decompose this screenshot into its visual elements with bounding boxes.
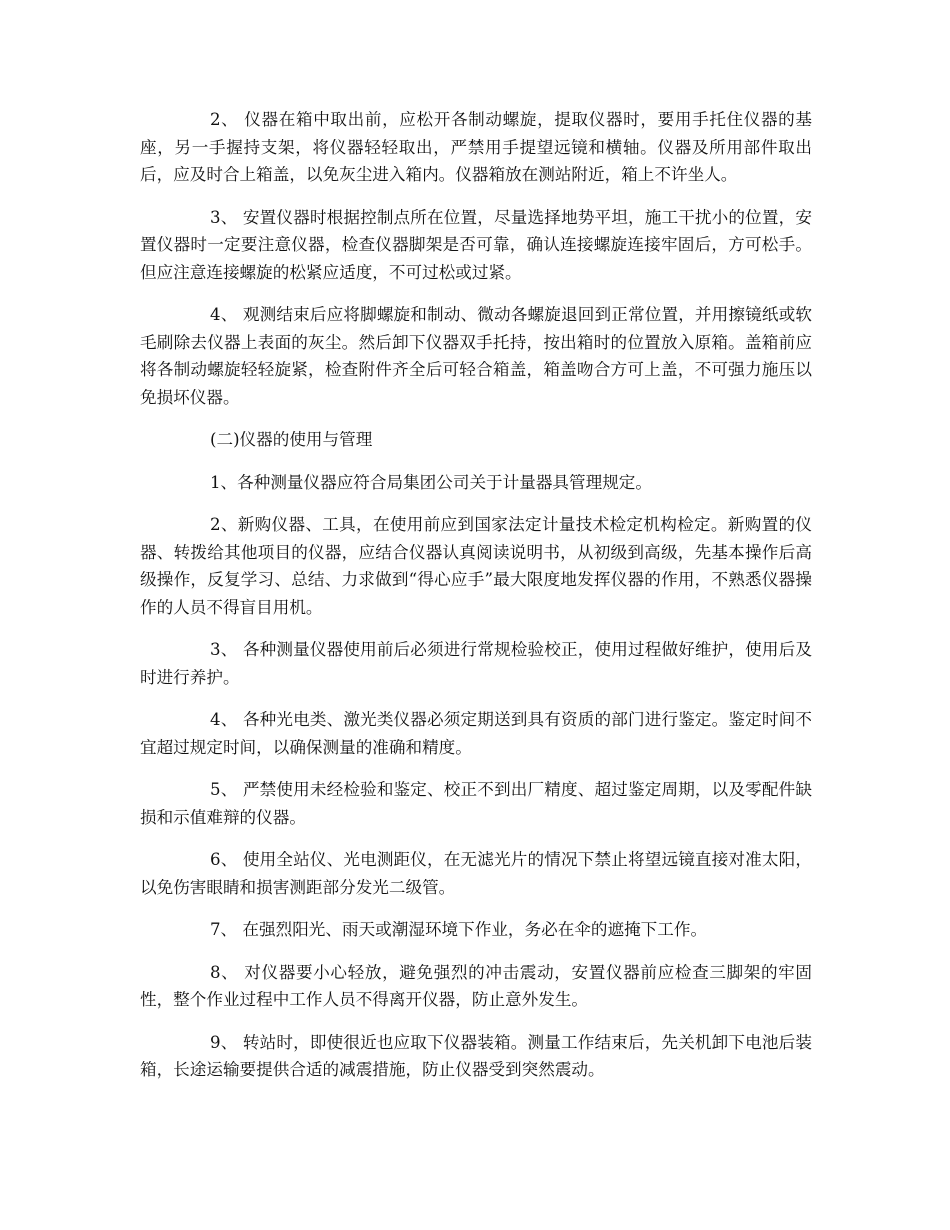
paragraph-rule-9: 9、 转站时，即使很近也应取下仪器装箱。测量工作结束后，先关机卸下电池后装箱，长途运输要提供合适的减震措施，防止仪器受到突然震动。 [140, 1032, 812, 1079]
paragraph-rule-8: 8、 对仪器要小心轻放，避免强烈的冲击震动，安置仪器前应检查三脚架的牢固性，整个作业过程中工作人员不得离开仪器，防止意外发生。 [140, 962, 812, 1009]
document-body [140, 106, 812, 1099]
paragraph-rule-3: 3、 各种测量仪器使用前后必须进行常规检验校正，使用过程做好维护，使用后及时进行养护。 [140, 640, 812, 687]
paragraph-item-4-packing: 4、 观测结束后应将脚螺旋和制动、微动各螺旋退回到正常位置，并用擦镜纸或软毛刷除去仪器上表面的灰尘。然后卸下仪器双手托持，按出箱时的位置放入原箱。盖箱前应将各制动螺旋轻轻旋紧，检查附件齐全后可轻合箱盖，箱盖吻合方可上盖，不可强力施压以免损坏仪器。 [140, 305, 812, 407]
paragraph-rule-4: 4、 各种光电类、激光类仪器必须定期送到具有资质的部门进行鉴定。鉴定时间不宜超过规定时间，以确保测量的准确和精度。 [140, 710, 812, 757]
paragraph-item-3-setup: 3、 安置仪器时根据控制点所在位置，尽量选择地势平坦，施工干扰小的位置，安置仪器时一定要注意仪器，检查仪器脚架是否可靠，确认连接螺旋连接牢固后，方可松手。但应注意连接螺旋的松紧应适度，不可过松或过紧。 [140, 207, 812, 282]
paragraph-item-2-unpacking: 2、 仪器在箱中取出前，应松开各制动螺旋，提取仪器时，要用手托住仪器的基座，另一手握持支架，将仪器轻轻取出，严禁用手提望远镜和横轴。仪器及所用部件取出后，应及时合上箱盖，以免灰尘进入箱内。仪器箱放在测站附近，箱上不许坐人。 [140, 110, 812, 184]
paragraph-rule-7: 7、 在强烈阳光、雨天或潮湿环境下作业，务必在伞的遮掩下工作。 [210, 920, 708, 939]
paragraph-rule-2: 2、新购仪器、工具，在使用前应到国家法定计量技术检定机构检定。新购置的仪器、转拨给其他项目的仪器，应结合仪器认真阅读说明书，从初级到高级，先基本操作后高级操作，反复学习、总结、力求做到“得心应手”最大限度地发挥仪器的作用，不熟悉仪器操作的人员不得盲目用机。 [140, 515, 812, 617]
paragraph-rule-1: 1、各种测量仪器应符合局集团公司关于计量器具管理规定。 [210, 472, 652, 492]
paragraph-rule-5: 5、 严禁使用未经检验和鉴定、校正不到出厂精度、超过鉴定周期，以及零配件缺损和示值难辩的仪器。 [140, 780, 812, 827]
paragraph-rule-6: 6、 使用全站仪、光电测距仪，在无滤光片的情况下禁止将望远镜直接对准太阳，以免伤害眼睛和损害测距部分发光二级管。 [140, 850, 812, 897]
section-heading-usage-management: (二)仪器的使用与管理 [210, 430, 373, 449]
